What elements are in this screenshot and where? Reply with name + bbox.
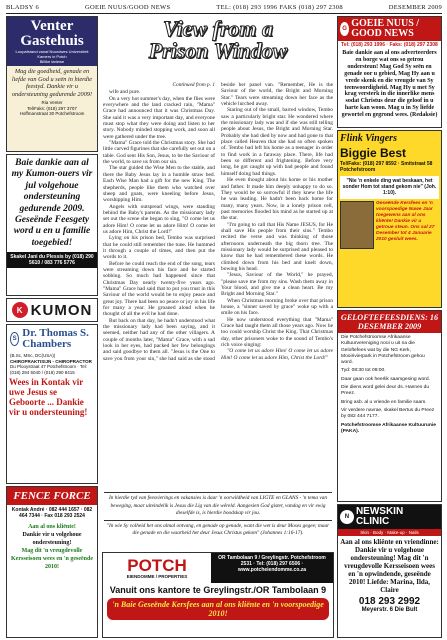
newskin-message: Aan al ons kliënte en vriendinne: Dankie vir u volgehoue ondersteuning! Mag dit 'n vreugdevolle Kersseisoen wees en 'n opwindende, geseënde 2010! Liefde: Marina, Ilda, Claire: [340, 538, 439, 594]
fence-msg2: Dankie vir u volgehoue ondersteuning!: [22, 532, 82, 546]
venter-message: Mag die goedheid, genade en liefde van God u seën in hierdie feestyd. Dankie vir u ondersteuning gedurende 2009!: [11, 68, 93, 98]
flink-title: Flink Vingers: [340, 133, 397, 144]
newskin-clinic-ad: [337, 504, 442, 638]
chiropractor-addr: Du Plooystraat 47 Potchefstroom · Tel: (018) 294 5040 / (018) 290 8415: [10, 364, 87, 375]
page-number: BLADSY 6: [6, 4, 40, 11]
scripture-notice: [102, 488, 334, 550]
article-paragraph: "I'm going to call that His Name JESUS, for He shall save His people from their sins." Tembo recited the verse and was thinking of those afternoons underneath the big thorn tree. The missionary lady would be surprised and pleased to know that he had remembered these words. He climbed down from his bed and knelt down, bowing his head.: [221, 221, 333, 272]
geloftefees-p3: Daar gaan ook heerlik saamgesing word.: [341, 376, 430, 382]
article-paragraph: On a very hot summer's day, when the flies were everywhere and the land cracked rain, "Mama" Grace had announced that it was Christmas Day. She said it was a very important day, and everyone must stop what they were doing and listen to her story. Nobody minded stopping work, and soon all were gathered under the tree.: [103, 95, 215, 140]
potch-find: Vanuit ons kantore te Greylingstr./OR Tambolaan 9: [109, 585, 327, 595]
kumon-logo-ad: [6, 298, 98, 322]
notice-afrikaans: In hierdie tyd van feesvierings en vakansies is daar 'n oorwildheid van LIGTE en GLANS - 'n tema van beweging, maar uiteindelik is Jesus die Lig van die wêreld. Aangesien God gister, vandag en vir ewig dieselfde is, is hierdie boodskap vir jou.: [108, 495, 328, 516]
kumon-contact: Skakel Jani du Plessis by (018) 290 5610 / 083 776 5776: [7, 252, 97, 268]
potch-addr: OR Tambolaan 9 / Greylingstr. Potchefstroom 2531 · Tel: (018) 297 6506 · www.potcheiendomme.co.za: [211, 553, 333, 583]
goeie-nuus-logo-icon: G: [340, 22, 349, 36]
geloftefees-title: GELOFTEFEESDIENS: 16 DESEMBER 2009: [338, 311, 441, 333]
kumon-wordmark: KUMON: [30, 301, 93, 319]
geloftefees-p6: Vir verdere navrae, skakel Bertus du Preez by 082 444 7177.: [341, 407, 435, 420]
masthead-line1: View from a: [162, 16, 273, 41]
article-paragraph: Lying on his prison bed, Tembo was surprised that he could still remember the tune. He hummed it through a couple of times, and then put the words to it.: [103, 235, 215, 261]
article-paragraph: "Jesus, Saviour of the World," he prayed, "please save me from my sins. Wash them away in Your blood, and give me a clean heart. Be my Bright and Morning Star.": [221, 272, 333, 298]
potch-wish: 'n Baie Geseënde Kersfees aan al ons kliënte en 'n voorspoedige 2010!: [107, 598, 329, 620]
masthead-line2: Prison Window: [148, 38, 288, 63]
venter-sub3: Billike tariewe: [39, 59, 65, 64]
chiropractor-seal-icon: S: [10, 332, 19, 346]
geloftefees-p2: Tyd: 08:30 tot 09:00.: [341, 368, 386, 374]
fence-msg3: Mag dit 'n vreugdevolle Kersseisoen wees en 'n geseënde 2010!: [11, 548, 93, 570]
potch-sub: EIENDOMME / PROPERTIES: [126, 574, 188, 579]
flink-vingers-ad: [337, 130, 442, 308]
newskin-tel: 018 293 2992: [358, 596, 421, 607]
header-contact: TEL: (018) 293 1996 FAKS (018) 297 2308: [216, 4, 343, 11]
article-body: [103, 82, 333, 486]
geloftefees-p1: Die Potchefstroomse Afrikaanse Kultuurvereniging nooi u uit na die Geloftefees wat by die NG Kerk, Mooirivierpark in Potchefstroom gehou word.: [341, 335, 425, 366]
kumon-thanks-ad: [6, 154, 98, 296]
chiropractor-qual: (B.Sc, MSc, DC(USA)): [10, 353, 56, 358]
kumon-thanks-message: Baie dankie aan al my Kumon-ouers vir jul volgehoue ondersteuning gedurende 2009. Geseënde Feesgety word u en u familie toegebied!: [11, 158, 93, 248]
article-paragraph: He even thought about his home or his mother and father. It made him deeply unhappy to do so. They would be so sorrowful if they knew the life he was leading. He hadn't been back home for many, many years. Now, in a lonely prison cell, past memories flooded his mind as he started up at the star.: [221, 177, 333, 222]
article-paragraph: "O come let us adore Him! O come let us adore Him! O come let us adore Him, Christ the Lord!": [221, 348, 333, 361]
geloftefees-p5: Bring asb. al u vriende en familie saam.: [341, 399, 427, 405]
goeie-nuus-body: Baie dankie aan al ons adverteerders en borge wat ons so getrou ondersteun! Mag God Sy seën en genade oor u gebied, Mag Hy aan u vrede skenk en die vreugde van Sy teenwoordigheid. Mag Hy u met Sy krag versterk in die innerlike mens sodat Christus deur die geloof in u harte kan woon. Mag u in Sy liefde gewortel en gegrond wees. (Redaksie): [341, 50, 438, 119]
kumon-logo-icon: K: [12, 302, 28, 318]
potch-eiendomme-ad: [102, 552, 334, 638]
goeie-nuus-ad: [337, 16, 442, 128]
article-paragraph: He now understood everything that "Mama" Grace had taught them all those years ago. Now he too could worship Christ the King. That Christmas day, other prisoners woke to the sound of Tembo's rich voice singing:: [221, 316, 333, 349]
potch-name: POTCH: [127, 556, 187, 575]
newskin-tagline: Skin · Body · Make-up · Nails: [338, 529, 441, 536]
flink-message: Geseënde Kersfees en 'n voorspoedige Nuwe Jaar toegewens aan al ons kliënte! Dankie vir u getroue steun. Ons sal 27 Desember tot 4 Januarie 2010 gesluit wees.: [376, 200, 435, 242]
goeie-nuus-wordmark: GOEIE NUUS / GOOD NEWS: [351, 18, 420, 39]
flink-tel: Tel/Faks: (018) 297 8592 · Smitstraat 58 Potchefstroom: [340, 161, 433, 173]
header-date: DESEMBER 2009: [388, 4, 442, 11]
article-paragraph: But back on that day, he hadn't understood what the missionary lady had been saying, and it seemed, neither had any of the other villagers. A couple of months later, "Mama" Grace, with a sad look in her eyes, had packed her few belongings and said goodbye to them all. "Jesus is the One to save you from your sin," she had said as she stood beside her panel van. "Remember, He is the Saviour of the world, the Bright and Morning Star." Tears were streaming down her face as the vehicle lurched away.: [103, 82, 333, 362]
chiropractor-ad: [6, 324, 98, 484]
newskin-logo-icon: N: [340, 510, 354, 524]
geloftefees-p7: Potchefstroomse Afrikaanse Kultuurunie (PAKA).: [341, 422, 436, 434]
geloftefees-p4: Die diens word gelei deur ds. Hannes du Preez.: [341, 385, 430, 397]
flink-subtitle: Biggie Best: [340, 146, 407, 160]
venter-gastehuis-ad: [6, 16, 98, 152]
article-paragraph: "Mama" Grace told the Christmas story. She had little carved figurines that she carefully set out on a table. God sent His Son, Jesus, to be the Saviour of the world, to save us from our sin.: [103, 140, 215, 166]
fence-msg1: Aan al ons kliënte!: [28, 524, 76, 530]
article-paragraph: Staring out of the small, barred window, Tembo saw a particularly bright star. He wondered where the missionary lady was and if she was still telling people about Jesus, the Bright and Morning Star. Probably she had died by now and had gone to that place called Heaven that she had so often spoken of. Tembo had left his home as a teenager in order to find work in a faraway place. There, life had been so different and frightening. Before very long, he got caught up with bad people and found himself doing bad things.: [221, 107, 333, 177]
article-paragraph: When Christmas morning broke over that prison house, a "sinner saved by grace" woke up with a smile on his face.: [221, 297, 333, 317]
article-paragraph: The star guided the Wise Men to the stable, and there the Baby Jesus lay in a humble straw bed. Each Wise Man had a gift for the new King. The shepherds, people like them who watched over sheep and goats, were kneeling before Jesus, worshipping Him.: [103, 165, 215, 204]
flink-photo: [340, 201, 374, 249]
article-paragraph: Before he could reach the end of the song, tears were streaming down his face and he started sobbing. So much had happened since that Christmas Day nearly twenty-five years ago. "Mama" Grace had said that to put you trust in this Saviour of the world would be to enjoy peace and great joy. There had been no peace or joy in his life for many a year. He groaned aloud when he thought of all the evil he had done.: [103, 260, 215, 318]
venter-contact-name: Ria Venter: [41, 100, 63, 106]
newskin-wordmark: NEWSKIN CLINIC: [355, 506, 404, 527]
fence-contact: Kontak André · 082 444 1657 · 082 464 7344 · Fax 018 293 2524: [11, 507, 93, 519]
article-continued: Continued from p. 1: [172, 82, 215, 88]
venter-title: Venter Gastehuis: [20, 18, 84, 49]
geloftefees-notice: [337, 310, 442, 502]
goeie-nuus-tel: Tel: (018) 293 1996 · Faks: (018) 297 2308: [341, 42, 438, 48]
chiropractor-type: CHIROPRAKTISIJN - CHIROPRACTOR: [10, 358, 92, 364]
notice-scripture: "In wie Sy volheid het ons almal ontvang, en genade op genade, want die wet is deur Moses gegee; maar die genade en die waarheid het deur Jesus Christus gekom" (Johannes 1:16-17).: [106, 522, 330, 536]
paper-name: GOEIE NUUS/GOOD NEWS: [84, 4, 171, 11]
venter-contact-addr: Hoffmanstraat 30 Potchefstroom: [19, 111, 85, 117]
newskin-addr: Meyerstr. 6 Die Bult: [361, 607, 418, 613]
article-paragraph: wife and pure.: [109, 89, 141, 96]
masthead: [102, 16, 334, 64]
venter-sub2: Kamers in Potch: [37, 54, 67, 59]
chiropractor-message: Wees in Kontak vir uwe Jesus se Geboorte ... Dankie vir u ondersteuning!: [9, 377, 88, 417]
fence-title: FENCE FORCE: [7, 487, 97, 505]
flink-quote: "Nie 'n enkele ding wat beskaan, het sonder Hom tot stand gekom nie" (Joh. 1:10).: [340, 176, 439, 199]
page-header: [6, 2, 442, 14]
venter-contact-tel: Tel/Faks: (018) 297 3707: [27, 105, 77, 111]
venter-sub1: Loopafstand vanaf Noordwes Universiteit: [15, 49, 89, 54]
fence-force-ad: [6, 486, 98, 638]
article-paragraph: Angels with outspread wings, were standing behind the Baby's parents. As the missionary lady set out the scene she began to sing, "O come let us adore Him! O come let us adore Him! O come let us adore Him, Christ the Lord!": [103, 203, 215, 235]
chiropractor-name: Dr. Thomas S. Chambers: [22, 327, 89, 350]
